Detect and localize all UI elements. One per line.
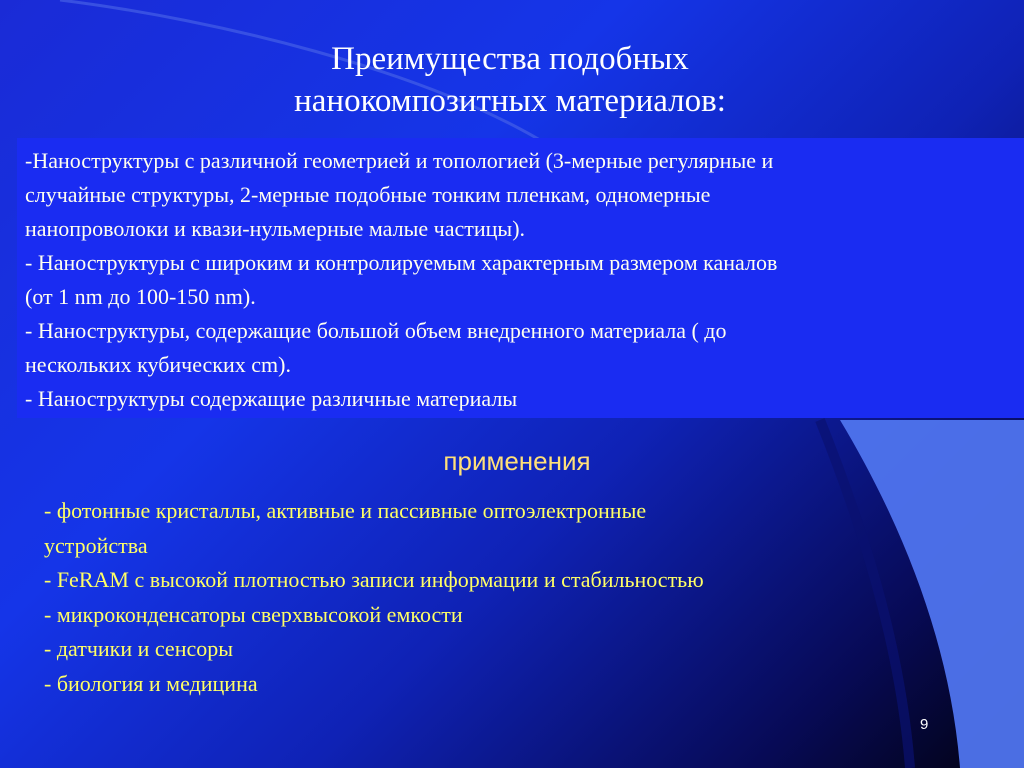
applications-heading: применения [443, 446, 591, 476]
slide-title-line: Преимущества подобных [331, 41, 689, 77]
page-number: 9 [920, 716, 929, 733]
advantages-line: -Наноструктуры с различной геометрией и топологией (3-мерные регулярные и [25, 148, 774, 173]
advantages-line: (от 1 nm до 100-150 nm). [25, 284, 256, 309]
slide-title [120, 38, 900, 122]
applications-line: - биология и медицина [44, 670, 258, 696]
applications-line: - FeRAM с высокой плотностью записи информации и стабильностью [44, 567, 704, 592]
slide-title-line: нанокомпозитных материалов: [294, 83, 726, 119]
advantages-text [17, 138, 1024, 416]
applications-line: - датчики и сенсоры [44, 636, 234, 661]
advantages-box [17, 138, 1024, 418]
advantages-line: случайные структуры, 2-мерные подобные тонким пленкам, одномерные [25, 182, 711, 207]
advantages-line: нанопроволоки и квази-нульмерные малые частицы). [25, 216, 526, 241]
applications-line: - микроконденсаторы сверхвысокой емкости [44, 601, 463, 627]
applications-line: устройства [44, 532, 148, 558]
applications-list [44, 494, 704, 701]
advantages-line: - Наноструктуры, содержащие большой объем внедренного материала ( до [25, 318, 727, 343]
advantages-line: - Наноструктуры с широким и контролируемым характерным размером каналов [25, 250, 778, 275]
advantages-line: - Наноструктуры содержащие различные материалы [25, 386, 518, 411]
advantages-line: нескольких кубических cm). [25, 352, 291, 377]
applications-line: - фотонные кристаллы, активные и пассивные оптоэлектронные [44, 498, 647, 523]
